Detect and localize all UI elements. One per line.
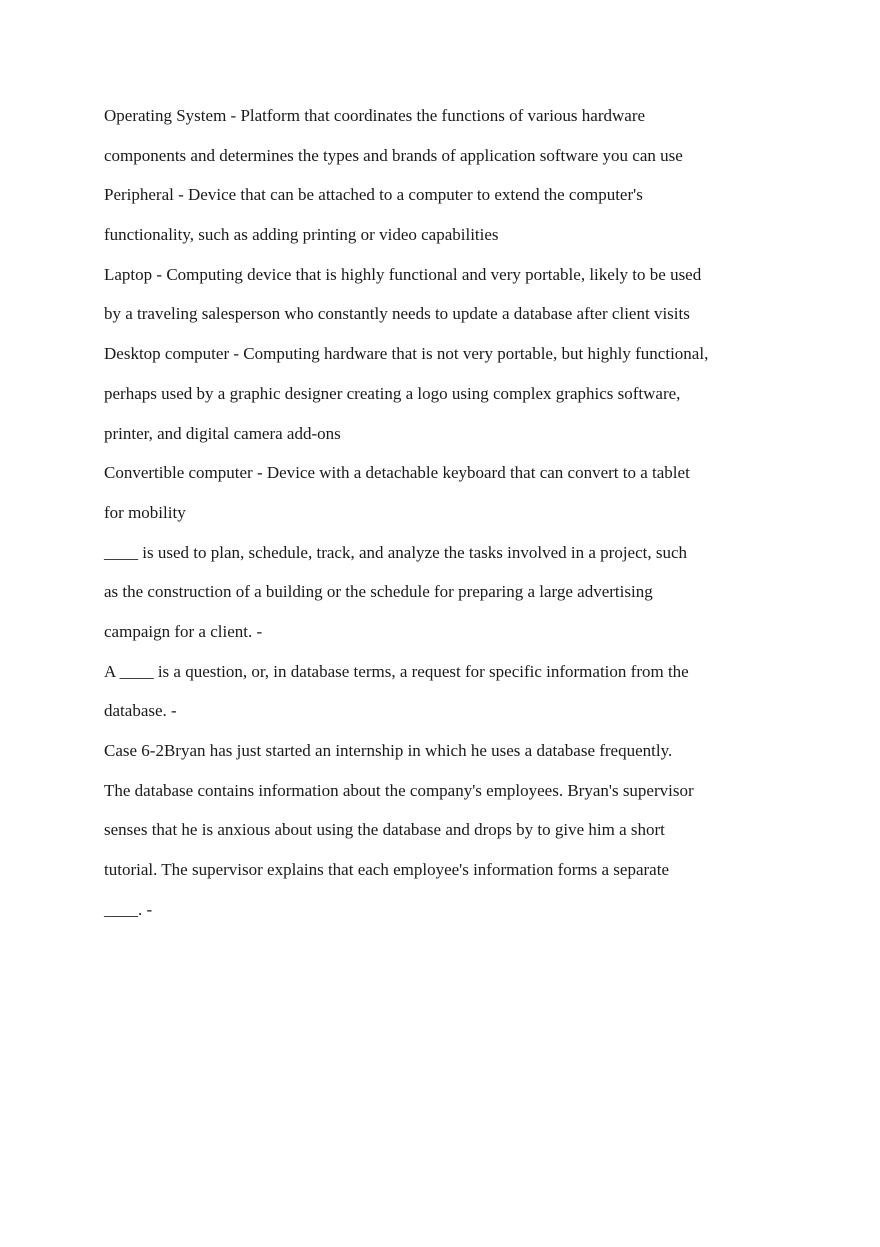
text-line: by a traveling salesperson who constantly needs to update a database after client visits — [104, 304, 690, 324]
text-line: components and determines the types and brands of application software you can use — [104, 145, 683, 165]
text-line-convertible-computer: Convertible computer - Device with a detachable keyboard that can convert to a tablet — [104, 463, 690, 483]
text-line: for mobility — [104, 502, 186, 522]
text-line: The database contains information about the company's employees. Bryan's supervisor — [104, 780, 694, 800]
text-line-operating-system: Operating System - Platform that coordinates the functions of various hardware — [104, 106, 646, 125]
document-body — [104, 96, 744, 929]
text-line: perhaps used by a graphic designer creating a logo using complex graphics software, — [104, 383, 681, 403]
text-line-query-question: A ____ is a question, or, in database terms, a request for specific information from the — [104, 661, 689, 681]
text-line: functionality, such as adding printing or video capabilities — [104, 225, 499, 245]
text-line: as the construction of a building or the schedule for preparing a large advertising — [104, 582, 653, 602]
text-line: printer, and digital camera add-ons — [104, 423, 341, 443]
text-line-peripheral: Peripheral - Device that can be attached to a computer to extend the computer's — [104, 185, 643, 205]
text-line-case-6-2: Case 6-2Bryan has just started an internship in which he uses a database frequently. — [104, 741, 673, 760]
text-line: database. - — [104, 701, 177, 721]
text-line: campaign for a client. - — [104, 621, 263, 641]
text-line-project-question: ____ is used to plan, schedule, track, and analyze the tasks involved in a project, such — [104, 542, 688, 562]
text-line-desktop-computer: Desktop computer - Computing hardware that is not very portable, but highly functional, — [104, 344, 709, 364]
text-line: ____. - — [104, 899, 153, 919]
text-line-laptop: Laptop - Computing device that is highly functional and very portable, likely to be used — [104, 264, 702, 284]
text-line: senses that he is anxious about using the database and drops by to give him a short — [104, 820, 665, 840]
text-line: tutorial. The supervisor explains that each employee's information forms a separate — [104, 860, 669, 880]
